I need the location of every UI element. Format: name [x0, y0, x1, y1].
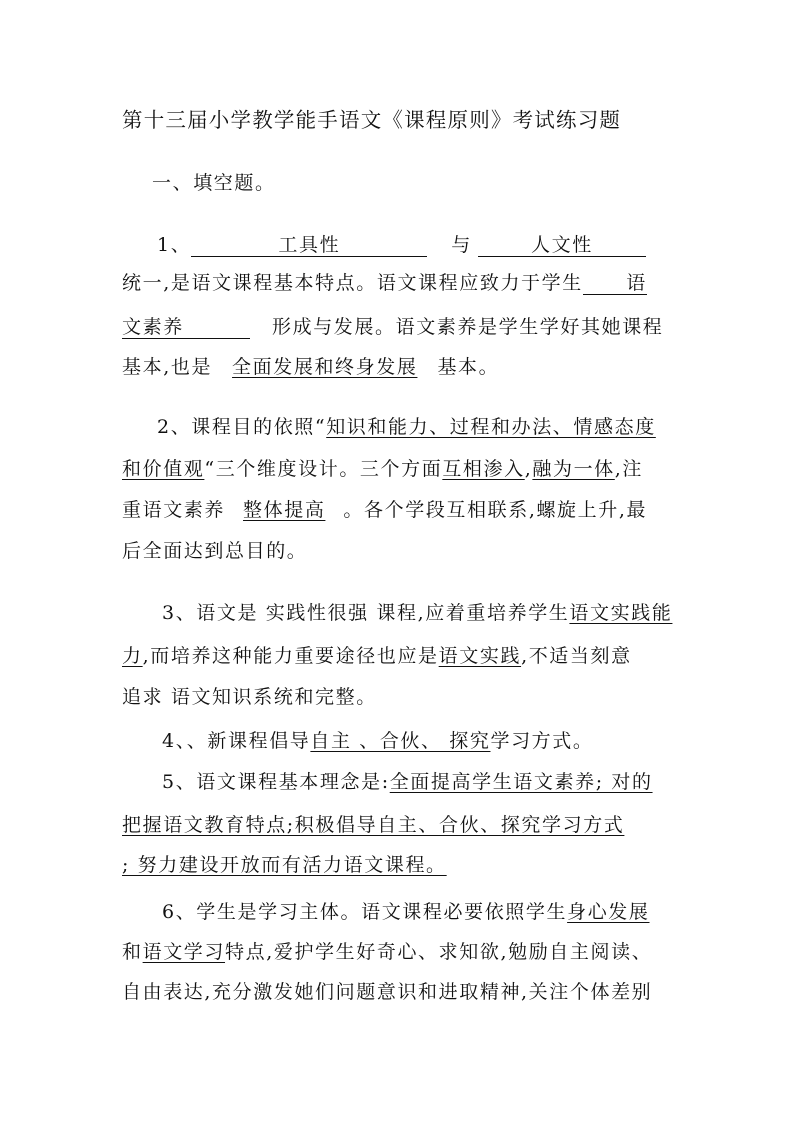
q1-line-1 — [157, 232, 717, 258]
section-heading: 一、填空题。 — [152, 172, 276, 194]
q5-answer-1: 全面提高学生语文素养; 对的 — [389, 771, 653, 793]
q3-text-2a: ,而培养这种能力重要途径也应是 — [142, 645, 439, 667]
q3-text-2b: ,不适当刻意 — [521, 645, 632, 667]
q1-text-4b: 基本。 — [437, 356, 500, 378]
q2-text-3b: 。各个学段互相联系,螺旋上升,最 — [343, 499, 648, 521]
q1-blank-3b: 文素养 — [122, 316, 250, 339]
q4-line-1 — [162, 728, 722, 754]
q1-line-4 — [122, 354, 682, 380]
q3-answer-2: 语文实践 — [438, 645, 522, 667]
q1-blank-1: 工具性 — [191, 234, 427, 257]
q6-text-1a: 6、学生是学习主体。语文课程必要依照学生 — [162, 901, 568, 923]
q2-line-2 — [122, 456, 682, 482]
q6-text-2b: 特点,爱护学生好奇心、求知欲,勉励自主阅读、 — [225, 941, 653, 963]
q2-text-2d: ,注 — [614, 458, 644, 480]
q6-line-2 — [122, 939, 682, 965]
q6-answer-2: 语文学习 — [142, 941, 226, 963]
q1-answer-4: 全面发展和终身发展 — [232, 356, 418, 378]
q5-answer-3: ; 努力建设开放而有活力语文课程。 — [122, 854, 447, 876]
q2-text-2b: “三个维度设计。三个方面 — [204, 458, 443, 480]
q2-text-1a: 2、课程目的依照“ — [157, 416, 327, 438]
q1-blank-3a: 语 — [583, 272, 647, 295]
q5-line-3 — [122, 852, 682, 878]
q1-blank-2: 人文性 — [478, 234, 646, 257]
q3-answer-1a: 语文实践能 — [569, 602, 673, 624]
page-title: 第十三届小学教学能手语文《课程原则》考试练习题 — [122, 108, 622, 132]
q3-answer-1b: 力 — [122, 645, 143, 667]
q3-text-1a: 3、语文是 实践性很强 课程,应着重培养学生 — [162, 602, 570, 624]
q6-line-1 — [162, 899, 722, 925]
q4-text-1b: 学习方式。 — [490, 730, 594, 752]
q1-line-3 — [122, 314, 682, 340]
q2-text-2c: , — [524, 458, 533, 480]
q5-text-1a: 5、语文课程基本理念是: — [162, 771, 390, 793]
q2-answer-1b: 和价值观 — [122, 458, 205, 480]
q3-line-1 — [162, 600, 722, 626]
q4-answer: 自主 、合伙、 探究 — [310, 730, 491, 752]
q2-answer-2: 互相渗入 — [442, 458, 525, 480]
q2-line-4: 后全面达到总目的。 — [122, 540, 308, 562]
q5-answer-2: 把握语文教育特点;积极倡导自主、合伙、探究学习方式 — [122, 814, 625, 836]
q2-text-3a: 重语文素养 — [122, 499, 226, 521]
q1-number: 1、 — [157, 234, 192, 256]
q5-line-1 — [162, 769, 722, 795]
q1-text-4a: 基本,也是 — [122, 356, 213, 378]
q2-answer-1a: 知识和能力、过程和办法、情感态度 — [326, 416, 656, 438]
q3-line-3: 追求 语文知识系统和完整。 — [122, 686, 377, 708]
q1-line-2 — [122, 270, 682, 296]
q3-line-2 — [122, 643, 682, 669]
q6-text-2a: 和 — [122, 941, 143, 963]
q6-answer-1: 身心发展 — [567, 901, 650, 923]
q1-text-2a: 统一,是语文课程基本特点。语文课程应致力于学生 — [122, 272, 583, 294]
q2-answer-4: 整体提高 — [243, 499, 326, 521]
q2-answer-3: 融为一体 — [532, 458, 615, 480]
q1-and: 与 — [451, 234, 472, 256]
q6-line-3: 自由表达,充分激发她们问题意识和进取精神,关注个体差别 — [122, 981, 653, 1003]
q2-line-3 — [122, 497, 682, 523]
q2-line-1 — [157, 414, 717, 440]
q5-line-2 — [122, 812, 682, 838]
q4-text-1a: 4、、新课程倡导 — [162, 730, 311, 752]
q1-text-3b: 形成与发展。语文素养是学生学好其她课程 — [272, 316, 664, 338]
